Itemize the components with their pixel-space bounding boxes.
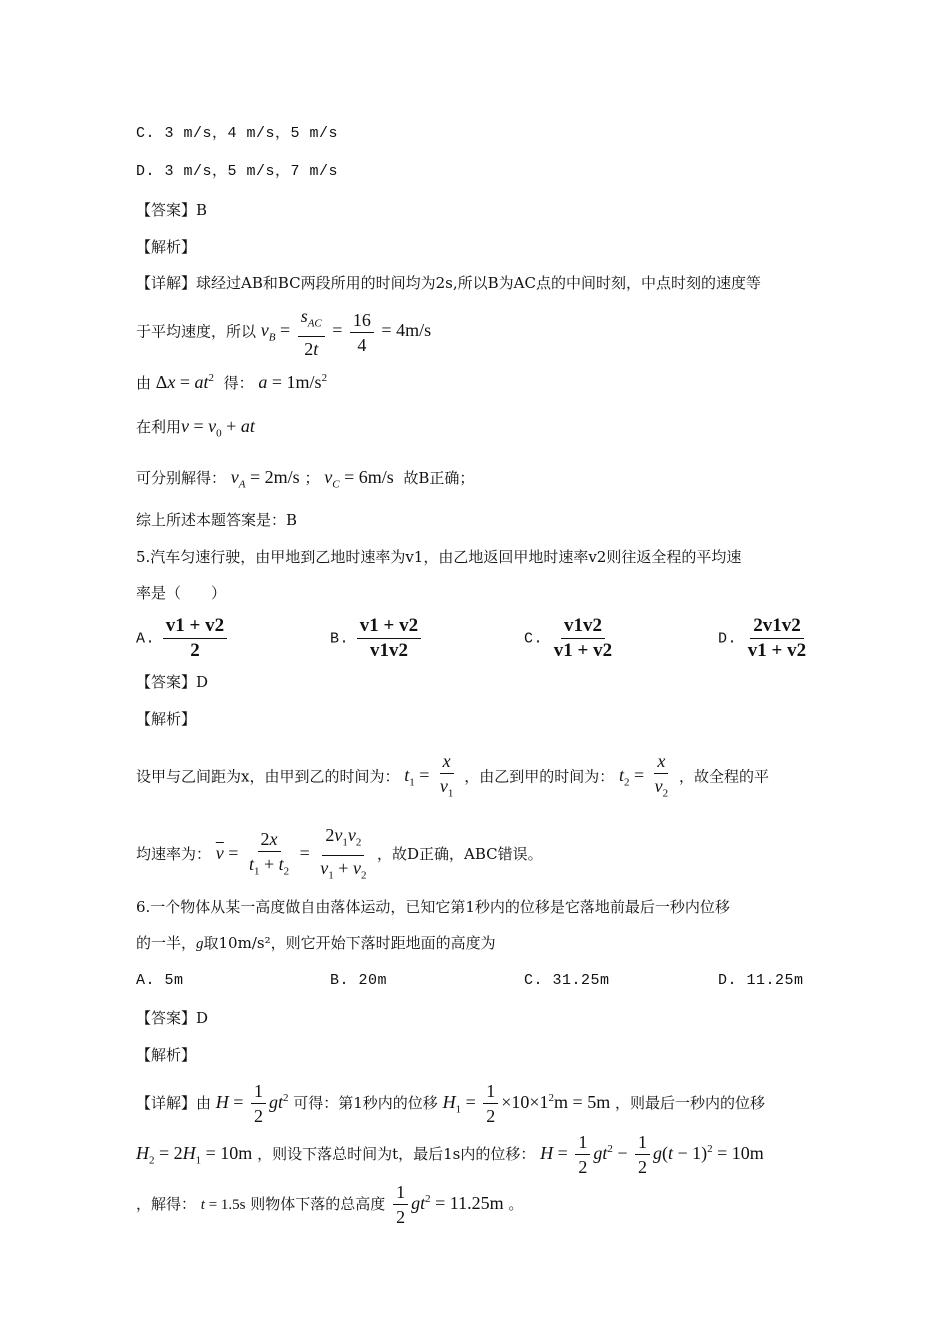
vb-equation: $v_B$ = $\frac{s_{AC}}{2t}$ = $\frac{16}{4}$ = 4m/s bbox=[260, 306, 432, 359]
q5-stem-line1: 5.汽车匀速行驶，由甲地到乙地时速率为v1，由乙地返回甲地时速率v2则往返全程的平均速 bbox=[136, 548, 742, 566]
q5-answer: 【答案】D bbox=[136, 673, 209, 691]
q4-summary: 综上所述本题答案是：B bbox=[136, 511, 298, 529]
q5-stem-line2: 率是（ ） bbox=[136, 584, 227, 602]
q4-delta-line: 由 $\Delta x = at^2$ 得： $a = 1m/s^2$ bbox=[136, 372, 328, 392]
q4-analysis-title: 【解析】 bbox=[136, 238, 197, 256]
q4-use-line: 在利用$v = v_0$ + at bbox=[136, 416, 255, 440]
q4-detail-line1: 【详解】球经过AB和BC两段所用的时间均为2s,所以B为AC点的中间时刻，中点时刻的速度等 bbox=[136, 274, 761, 292]
q5-analysis-title: 【解析】 bbox=[136, 710, 197, 728]
q5-option-b: B. $\frac{v1 + v2}{v1v2}$ bbox=[330, 615, 424, 662]
q5-option-a: A. $\frac{v1 + v2}{2}$ bbox=[136, 615, 230, 662]
q6-detail-line2: $H_2 = 2H_1 = 10m$ ，则设下落总时间为t，最后1s内的位移： H = $\frac{1}{2}$ $gt^2$ − $\frac{1}{2}$ $g(t - 1)^2 = 10m$ bbox=[136, 1132, 764, 1178]
q6-detail-line1: 【详解】由 H = $\frac{1}{2}$ $gt^2$ 可得：第1秒内的位移 $H_1$ = $\frac{1}{2}$ $\times 10\times 1^2m = 5m$ ，则最后一秒内的位移 bbox=[136, 1081, 765, 1127]
q6-analysis-title: 【解析】 bbox=[136, 1046, 197, 1064]
q6-option-a: A. 5m bbox=[136, 972, 184, 989]
q4-option-c: C. 3 m/s，4 m/s，5 m/s bbox=[136, 125, 339, 142]
q4-answer: 【答案】B bbox=[136, 201, 208, 219]
q6-stem-line1: 6.一个物体从某一高度做自由落体运动，已知它第1秒内的位移是它落地前最后一秒内位移 bbox=[136, 898, 730, 916]
q6-stem-line2: 的一半，g取10m/s²，则它开始下落时距地面的高度为 bbox=[136, 934, 496, 952]
q4-option-d: D. 3 m/s，5 m/s，7 m/s bbox=[136, 163, 339, 180]
q4-detail-line2: 于平均速度，所以 $v_B$ = $\frac{s_{AC}}{2t}$ = $\frac{16}{4}$ = 4m/s bbox=[136, 306, 432, 359]
q6-option-b: B. 20m bbox=[330, 972, 388, 989]
q6-option-c: C. 31.25m bbox=[524, 972, 610, 989]
q6-detail-line3: ，解得： t = 1.5s 则物体下落的总高度 $\frac{1}{2}$ $gt^2 = 11.25m$ 。 bbox=[136, 1182, 524, 1228]
q6-option-d: D. 11.25m bbox=[718, 972, 804, 989]
q5-option-c: C. $\frac{v1v2}{v1 + v2}$ bbox=[524, 615, 613, 661]
q5-option-d: D. $\frac{2v1v2}{v1 + v2}$ bbox=[718, 615, 807, 661]
q4-solve-line: 可分别解得： $v_A = 2m/s$ ； $v_C = 6m/s$ 故B正确； bbox=[136, 467, 475, 491]
q5-solution-line2: 均速率为： $\overline{v}$ = $\frac{2x}{t_1 + t_2}$ = $\frac{2v_1v_2}{v_1 + v_2}$ ，故D正确，ABC错误。 bbox=[136, 825, 543, 882]
q5-solution-line1: 设甲与乙间距为x，由甲到乙的时间为： $t_1$ = $\frac{x}{v_1}$ ，由乙到甲的时间为： $t_2$ = $\frac{x}{v_2}$ ，故全程的平 bbox=[136, 751, 769, 800]
q6-answer: 【答案】D bbox=[136, 1009, 209, 1027]
